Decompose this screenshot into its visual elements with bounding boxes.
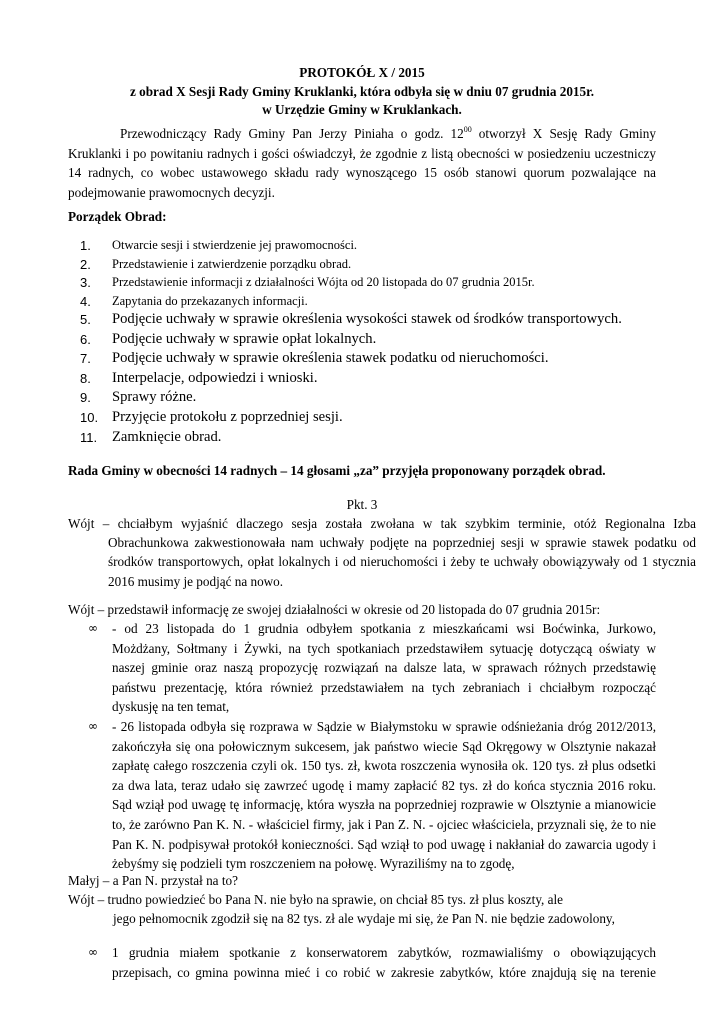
report-bullet-text: 1 grudnia miałem spotkanie z konserwatorem zabytków, rozmawialiśmy o obowiązujących przepisach, co gmina powinna mieć i co robić w zakresie zabytków, które znajdują się na terenie xyxy=(112,945,656,980)
wojt-report-intro: Wójt – przedstawił informację ze swojej działalności w okresie od 20 listopada do 07 grudnia 2015r: xyxy=(68,602,601,617)
agenda-item xyxy=(80,330,680,350)
report-bullet-last xyxy=(68,943,656,982)
agenda-item-number: 6. xyxy=(80,331,91,347)
agenda-item-text: Podjęcie uchwały w sprawie opłat lokalnych. xyxy=(112,330,377,347)
agenda-item xyxy=(80,388,680,408)
report-bullet-text: - od 23 listopada do 1 grudnia odbyłem spotkania z mieszkańcami wsi Boćwinka, Jurkowo, Możdżany, Sołtmany i Żywki, na tych spotkaniach przedstawiłem sytuację dotyczącą oświaty w naszej gminie oraz naszą propozycję rozwiązań na dalsze lata, w sprawach różnych przedstawię państwu prezentację, która również przedstawiałem na tych zebraniach i chciałbym rozpocząć dyskusję na ten temat, xyxy=(112,621,656,715)
intro-before-time: Przewodniczący Rady Gminy Pan Jerzy Piniaha o godz. 12 xyxy=(120,126,464,141)
agenda-item xyxy=(80,310,680,330)
infinity-bullet-icon: ∞ xyxy=(88,945,98,959)
agenda-item xyxy=(80,255,680,274)
agenda-item-number: 8. xyxy=(80,370,91,386)
agenda-heading: Porządek Obrad: xyxy=(68,209,167,224)
agenda-item xyxy=(80,292,680,311)
wojt-answer-line-2: jego pełnomocnik zgodził się na 82 tys. zł ale wydaje mi się, że Pan N. nie będzie zadowolony, xyxy=(113,911,615,926)
agenda-item-text: Przyjęcie protokołu z poprzedniej sesji. xyxy=(112,408,343,425)
agenda-item-text: Interpelacje, odpowiedzi i wnioski. xyxy=(112,369,318,386)
wojt-explanation: Wójt – chciałbym wyjaśnić dlaczego sesja została zwołana w tak szybkim terminie, otóż Regionalna Izba Obrachunkowa zakwestionowała nam uchwały podjęte na poprzedniej sesji w sprawie stawek podatku od środków transportowych, opłat lokalnych i od nieruchomości i żeby te uchwały obowiązywały od 1 stycznia 2016 musimy je podjąć na nowo. xyxy=(68,516,696,589)
section-point-3: Pkt. 3 xyxy=(346,497,378,512)
agenda-list xyxy=(80,236,680,447)
report-bullet xyxy=(68,717,656,874)
agenda-item-number: 10. xyxy=(80,409,99,425)
agenda-item-number: 7. xyxy=(80,351,91,367)
malyj-question: Małyj – a Pan N. przystał na to? xyxy=(68,873,238,888)
agenda-item-number: 9. xyxy=(80,390,91,406)
agenda-item xyxy=(80,349,680,369)
agenda-item xyxy=(80,408,680,428)
protocol-subtitle: z obrad X Sesji Rady Gminy Kruklanki, która odbyła się w dniu 07 grudnia 2015r. xyxy=(129,84,595,99)
agenda-item-number: 5. xyxy=(80,312,91,327)
agenda-item-text: Zapytania do przekazanych informacji. xyxy=(112,293,308,308)
agenda-item-text: Podjęcie uchwały w sprawie określenia stawek podatku od nieruchomości. xyxy=(112,350,549,367)
intro-time-superscript: 00 xyxy=(463,125,472,134)
agenda-resolution: Rada Gminy w obecności 14 radnych – 14 głosami „za” przyjęła proponowany porządek obrad. xyxy=(68,463,606,478)
report-bullet-text: - 26 listopada odbyła się rozprawa w Sądzie w Białymstoku w sprawie odśnieżania dróg 2012/2013, zakończyła się ona połowicznym sukcesem, jak państwo wiecie Sąd Okręgowy w Olsztynie nakazał zapłatę całego roszczenia czyli ok. 150 tys. zł, kwota roszczenia wynosiła ok. 120 tys. zł plus odsetki za dwa lata, teraz udało się zawrzeć ugodę i mamy zapłacić 82 tys. zł do końca stycznia 2016 roku. Sąd wziął pod uwagę tę informację, która wyszła na poprzedniej rozprawie w Olsztynie a mianowicie to, że zarówno Pan K. N. - właściciel firmy, jak i Pan Z. N. - ojciec właściciela, przyznali się, że to nie Pan K. N. podpisywał protokół konieczności. Sąd wziął to pod uwagę i nakłaniał do zawarcia ugody i żebyśmy się podzieli tym roszczeniem na połowę. Wyraziliśmy na to zgodę, xyxy=(112,718,656,872)
intro-after-time: otworzył X Sesję Rady Gminy Kruklanki i po powitaniu radnych i gości oświadczył, że zgodnie z listą obecności w posiedzeniu uczestniczy 14 radnych, co wobec ustawowego składu rady wynoszącego 15 osób stanowi quorum pozwalające na podejmowanie prawomocnych decyzji. xyxy=(68,126,656,200)
agenda-item-number: 11. xyxy=(80,429,98,445)
agenda-item-text: Otwarcie sesji i stwierdzenie jej prawomocności. xyxy=(112,238,358,252)
agenda-item-text: Przedstawienie i zatwierdzenie porządku obrad. xyxy=(112,256,352,271)
agenda-item xyxy=(80,273,680,292)
infinity-bullet-icon: ∞ xyxy=(88,621,98,635)
agenda-item-text: Zamknięcie obrad. xyxy=(112,428,222,445)
wojt-answer-line-1: Wójt – trudno powiedzieć bo Pana N. nie było na sprawie, on chciał 85 tys. zł plus koszty, ale xyxy=(68,892,564,907)
agenda-item-number: 2. xyxy=(80,256,91,272)
agenda-item-text: Sprawy różne. xyxy=(112,389,197,406)
agenda-item-number: 4. xyxy=(80,293,91,309)
agenda-item xyxy=(80,428,680,448)
agenda-item xyxy=(80,369,680,389)
intro-paragraph xyxy=(68,124,656,202)
agenda-item-number: 1. xyxy=(80,238,91,253)
report-bullet-list xyxy=(68,619,656,874)
infinity-bullet-icon: ∞ xyxy=(88,718,98,733)
protocol-title: PROTOKÓŁ X / 2015 xyxy=(299,65,425,80)
report-bullet xyxy=(68,619,656,717)
agenda-item xyxy=(80,236,680,255)
agenda-item-text: Podjęcie uchwały w sprawie określenia wysokości stawek od środków transportowych. xyxy=(112,311,622,327)
agenda-item-text: Przedstawienie informacji z działalności Wójta od 20 listopada do 07 grudnia 2015r. xyxy=(112,275,535,289)
agenda-item-number: 3. xyxy=(80,275,91,290)
protocol-location: w Urzędzie Gminy w Kruklankach. xyxy=(262,102,462,117)
